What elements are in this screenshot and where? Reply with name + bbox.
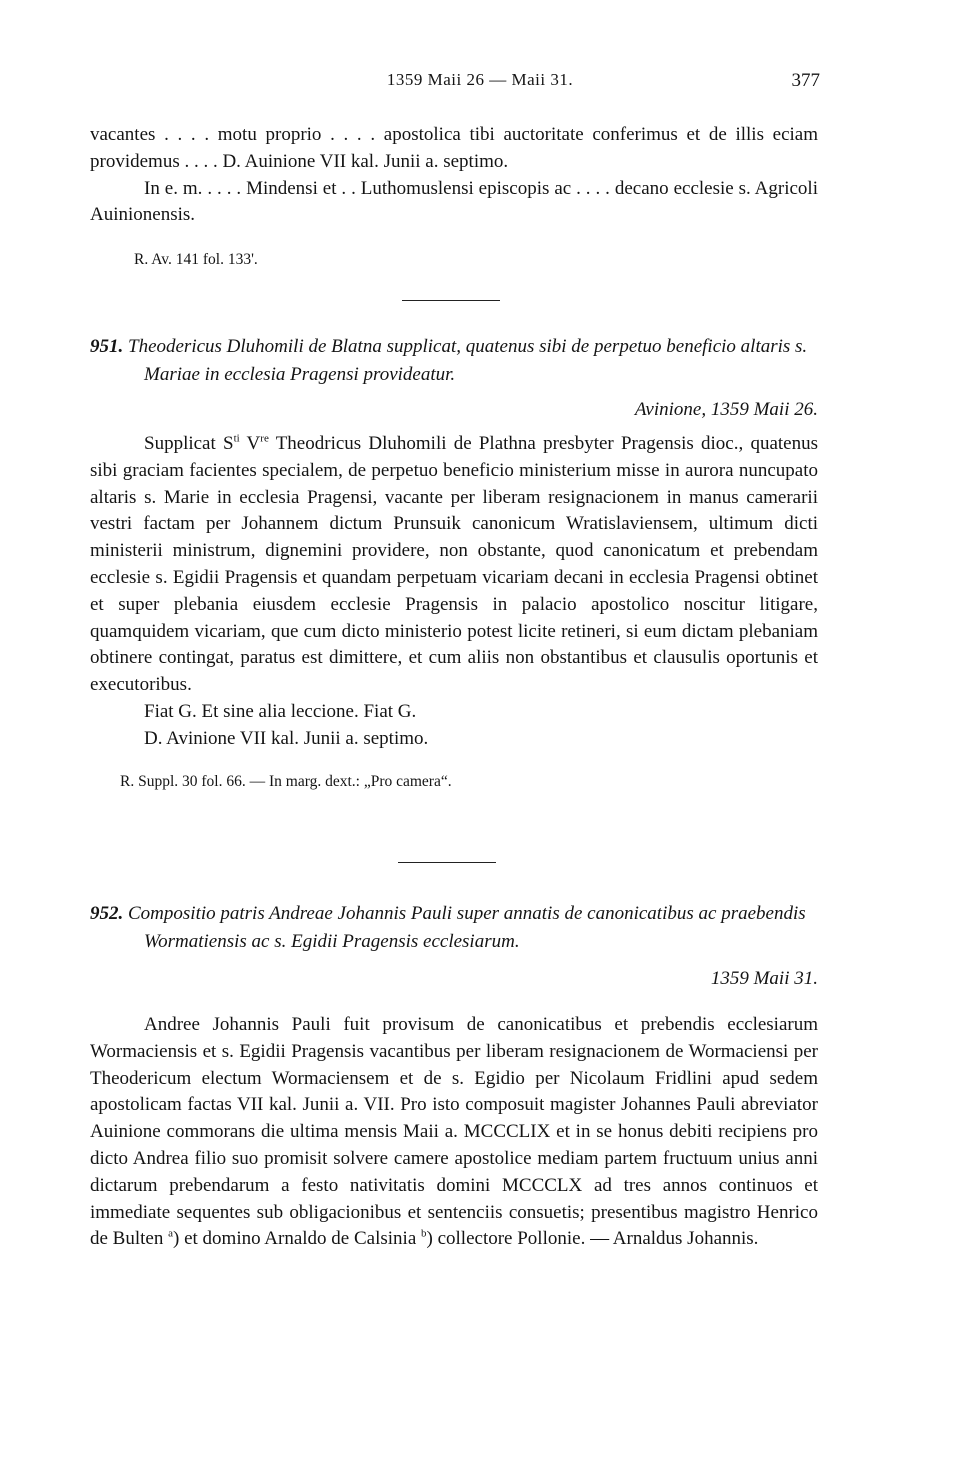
running-head [0,70,960,100]
doc951-body [90,431,818,699]
supplicat-text: Supplicat S [144,433,234,454]
doc951-rubric: Theodericus Dluhomili de Blatna supplicat, quatenus sibi de perpetuo beneficio altaris s. Mariae in ecclesia Pragensi provideatur. [128,336,808,385]
v-text: V [239,433,261,454]
document-951 [90,333,818,795]
doc952-text-a: Andree Johannis Pauli fuit provisum de canonicatibus et prebendis ecclesiarum Wormaciensis et s. Egidii Pragensis vacantibus per liberam resignacionem de Wormaciensi per Theodericum electum Wormaciensem et de s. Egidio per Nicolaum Fridlini apud sedem apostolicam factas VII kal. Junii a. VII. Pro isto composuit magister Johannes Pauli abreviator Auinione commorans die ultima mensis Maii a. MCCCLIX et in se honus debiti recipiens pro dicto Andrea filio suo promisit solvere camere apostolice mediam partem fructuum unius anni dictarum prebendarum a festo nativitatis domini MCCCLX ad tres annos continuos et immediate sequentes sub obligacionibus et sentenciis consuetis; presentibus magistro Henrico de Bulten [90,1014,818,1250]
doc952-heading [90,900,818,956]
intro-archive-ref: R. Av. 141 fol. 133'. [134,251,258,269]
doc952-rubric: Compositio patris Andreae Johannis Pauli super annatis de canonicatibus ac praebendis Wormatiensis ac s. Egidii Pragensis ecclesiarum. [128,903,806,952]
running-title: 1359 Maii 26 — Maii 31. [386,70,574,89]
doc952-body [90,1012,818,1253]
doc951-number: 951. [90,336,124,357]
doc952-date: 1359 Maii 31. [710,968,818,989]
vre-superscript: re [260,432,269,445]
doc952-text-b: ) et domino Arnaldo de Calsinia [173,1228,422,1250]
footnote-marker-b: b [421,1228,427,1241]
doc951-fiat: Fiat G. Et sine alia leccione. Fiat G. [144,700,417,722]
footnote-marker-a: a [168,1228,173,1241]
separator-rule [402,300,500,301]
document-952 [90,900,818,1253]
doc952-text-c: ) collectore Pollonie. — Arnaldus Johannis. [426,1228,759,1250]
doc951-datum: D. Avinione VII kal. Junii a. septimo. [144,727,429,749]
doc951-archive-ref: R. Suppl. 30 fol. 66. — In marg. dext.: „Pro camera“. [120,772,452,790]
doc951-date: Avinione, 1359 Maii 26. [634,399,818,420]
doc951-main-text: Theodricus Dluhomili de Plathna presbyter Pragensis dioc., quatenus sibi graciam facientes specialem, de perpetuo beneficio ministerium misse in aurora nuncupato altaris s. Marie in ecclesia Pragensi, vacante per liberam resignacionem in manus camerarii vestri factam per Johannem dictum Prunsuik canonicum Wratislaviensem, ultimum dicti ministerii ministrum, dignemini providere, non obstante, quod canonicatum et prebendam ecclesie s. Egidii Pragensis et quandam perpetuam vicariam decani in ecclesia Pragensi obtinet et super plebania eiusdem ecclesie Pragensis in palacio apostolico noscitur litigare, quamquidem vicariam, que cum dicto ministerio potest licite retineri, si eum dictam plebaniam obtinere contingat, paratus est dimittere, et cum aliis non obstantibus et clausulis oportunis et executoribus. [90,433,818,696]
intro-section [90,122,818,274]
separator-rule-2 [398,862,496,863]
sti-superscript: ti [233,432,240,445]
intro-executors: In e. m. . . . . Mindensi et . . Luthomuslensi episcopis ac . . . . decano ecclesie s. Agricoli Auinionensis. [90,177,818,226]
doc951-heading [90,333,818,389]
intro-text: vacantes . . . . motu proprio . . . . apostolica tibi auctoritate conferimus et de illis eciam providemus . . . . D. Auinione VII kal. Junii a. septimo. [90,124,818,172]
doc952-number: 952. [90,903,124,924]
page-number: 377 [791,70,820,91]
